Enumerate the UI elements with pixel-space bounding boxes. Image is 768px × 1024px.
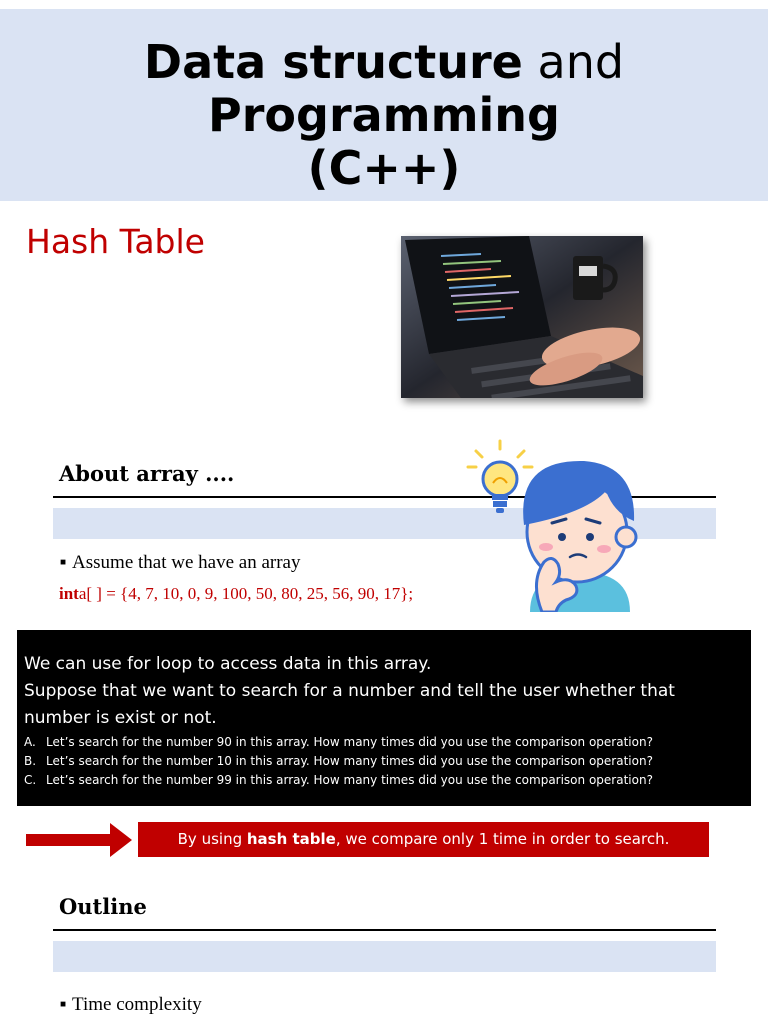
list-item	[24, 733, 744, 752]
banner-prefix: By using	[177, 830, 247, 848]
list-marker: C.	[24, 773, 37, 787]
question-box	[17, 630, 751, 806]
title-cpp: (C++)	[307, 141, 461, 195]
question-prompt: Suppose that we want to search for a number and tell the user whether that number is exist or not.	[24, 681, 675, 728]
title-line-1	[0, 36, 768, 89]
code-line	[59, 584, 413, 604]
list-item	[24, 771, 744, 790]
list-marker: B.	[24, 754, 37, 768]
outline-bullet	[60, 994, 202, 1016]
list-item	[24, 752, 744, 771]
thinking-person-icon	[462, 437, 640, 612]
list-item-text: Let’s search for the number 99 in this array. How many times did you use the comparison operation?	[46, 773, 653, 787]
section-title: Hash Table	[26, 222, 205, 261]
title-plain: and	[537, 35, 625, 89]
code-rest: a[ ] = {4, 7, 10, 0, 9, 100, 50, 80, 25, 56, 90, 17};	[78, 584, 414, 603]
title-programming: Programming	[208, 88, 560, 142]
bullet-square-icon: ■	[60, 557, 67, 568]
title-bold: Data structure	[143, 35, 523, 89]
about-bullet-text: Assume that we have an array	[72, 552, 301, 573]
outline-rule	[53, 929, 716, 931]
outline-bar	[53, 941, 716, 972]
title-line-2	[0, 89, 768, 142]
list-item-text: Let’s search for the number 90 in this array. How many times did you use the comparison operation?	[46, 735, 653, 749]
bullet-square-icon: ■	[60, 999, 67, 1010]
outline-bullet-text: Time complexity	[72, 994, 202, 1015]
question-intro: We can use for loop to access data in this array.	[24, 654, 432, 674]
list-marker: A.	[24, 735, 36, 749]
title-line-3	[0, 142, 768, 195]
lightbulb-icon	[468, 441, 532, 513]
about-heading: About array ....	[59, 461, 235, 486]
banner-bold: hash table	[246, 830, 336, 848]
title-band	[0, 9, 768, 201]
outline-heading: Outline	[59, 894, 147, 919]
hash-table-banner	[138, 822, 709, 857]
laptop-photo	[401, 236, 643, 398]
about-bullet	[60, 552, 300, 574]
right-arrow-icon	[26, 823, 134, 857]
question-list	[24, 733, 744, 790]
banner-suffix: , we compare only 1 time in order to search.	[335, 830, 670, 848]
list-item-text: Let’s search for the number 10 in this array. How many times did you use the comparison operation?	[46, 754, 653, 768]
code-keyword: int	[59, 584, 79, 603]
